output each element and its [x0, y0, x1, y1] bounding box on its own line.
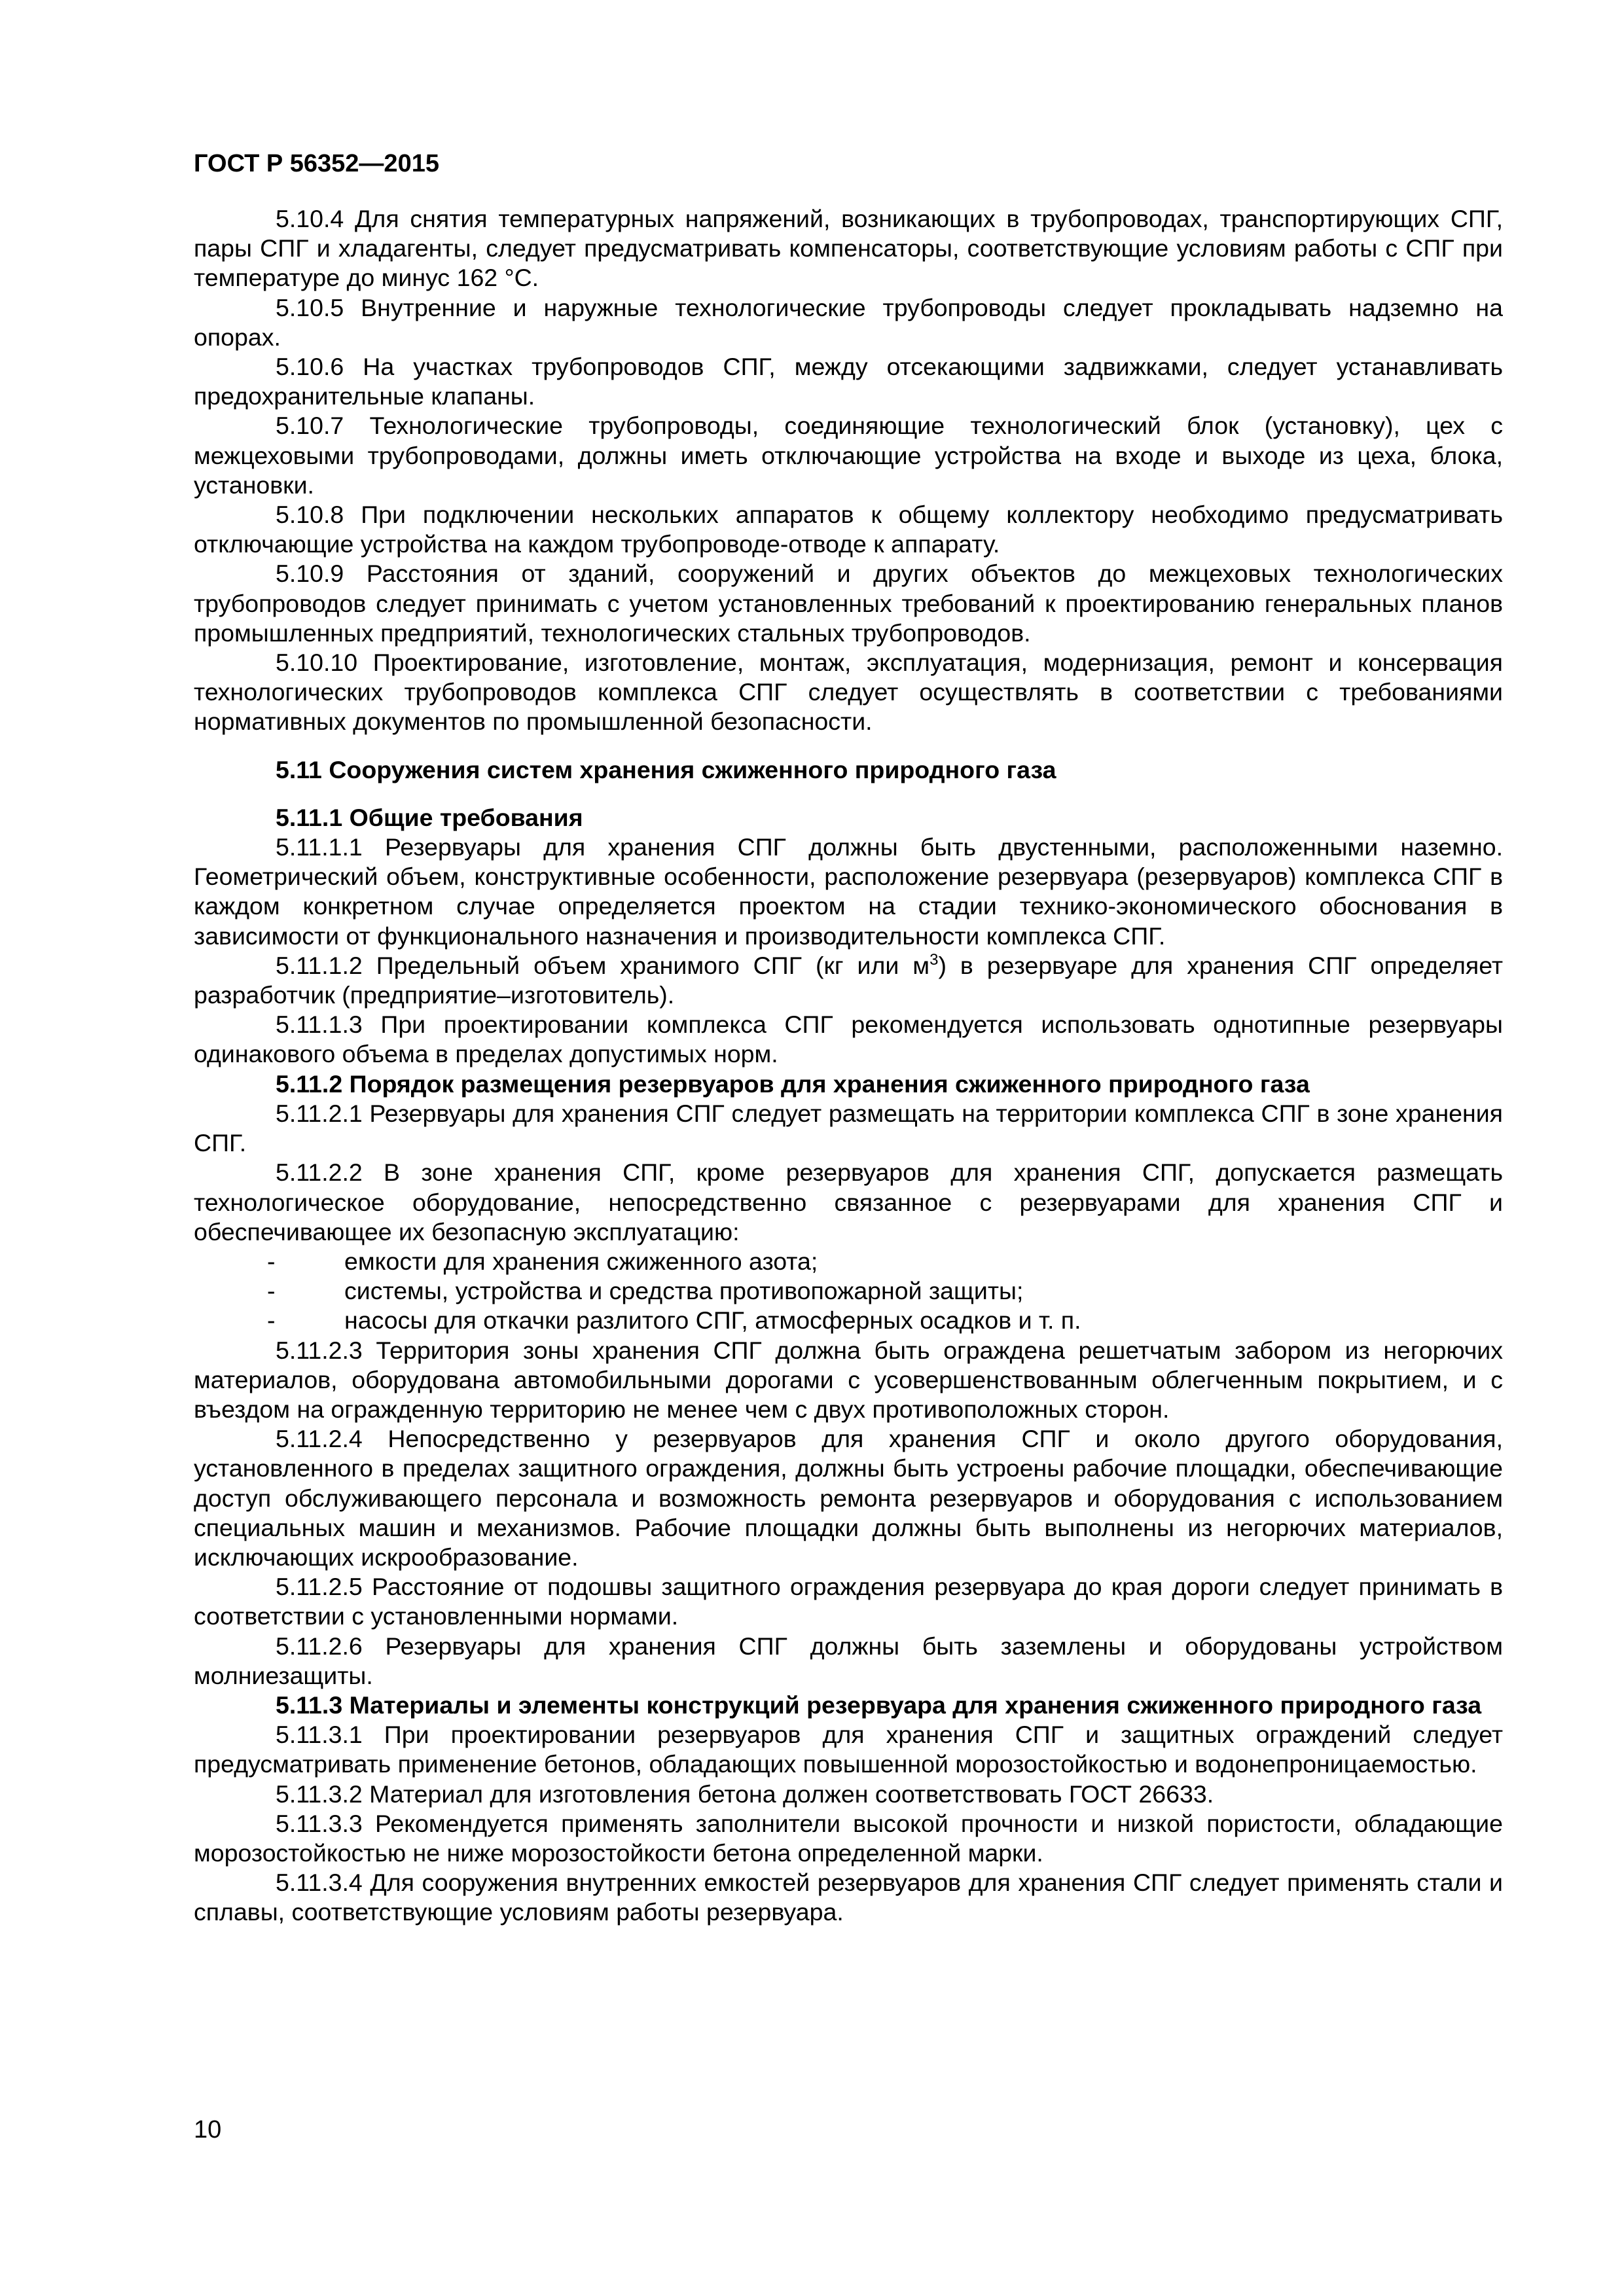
subsection-5-11-1-heading: 5.11.1 Общие требования [276, 803, 583, 831]
list-item-text: системы, устройства и средства противопожарной защиты; [344, 1277, 1024, 1305]
clause-5-10-8: 5.10.8 При подключении нескольких аппаратов к общему коллектору необходимо предусматривать отключающие устройства на каждом трубопроводе-отводе к аппарату. [194, 501, 1503, 558]
list-dash: - [267, 1306, 276, 1335]
section-5-11-heading: 5.11 Сооружения систем хранения сжиженного природного газа [276, 755, 1056, 783]
clause-5-11-2-6: 5.11.2.6 Резервуары для хранения СПГ должны быть заземлены и оборудованы устройством молниезащиты. [194, 1632, 1503, 1689]
clause-5-11-1-2 [194, 951, 1503, 1010]
subsection-5-11-2-heading: 5.11.2 Порядок размещения резервуаров для хранения сжиженного природного газа [276, 1069, 1310, 1098]
list-item [194, 1276, 1503, 1306]
clause-5-11-1-3: 5.11.1.3 При проектировании комплекса СПГ рекомендуется использовать однотипные резервуары одинакового объема в пределах допустимых норм. [194, 1011, 1503, 1068]
clause-5-11-3-4: 5.11.3.4 Для сооружения внутренних емкостей резервуаров для хранения СПГ следует применять стали и сплавы, соответствующие условиям работы резервуара. [194, 1869, 1503, 1926]
clause-5-11-3-1: 5.11.3.1 При проектировании резервуаров для хранения СПГ и защитных ограждений следует предусматривать применение бетонов, обладающих повышенной морозостойкостью и водонепроницаемостью. [194, 1721, 1503, 1778]
list-dash: - [267, 1247, 276, 1275]
document-page [194, 149, 1503, 2211]
clause-5-10-9: 5.10.9 Расстояния от зданий, сооружений и других объектов до межцеховых технологических трубопроводов следует принимать с учетом установленных требований к проектированию генеральных планов промышленных предприятий, технологических стальных трубопроводов. [194, 560, 1503, 647]
clause-5-10-6: 5.10.6 На участках трубопроводов СПГ, между отсекающими задвижками, следует устанавливать предохранительные клапаны. [194, 353, 1503, 410]
clause-5-11-2-5: 5.11.2.5 Расстояние от подошвы защитного ограждения резервуара до края дороги следует принимать в соответствии с установленными нормами. [194, 1573, 1503, 1630]
document-code: ГОСТ Р 56352—2015 [194, 150, 439, 177]
subsection-5-11-3-heading: 5.11.3 Материалы и элементы конструкций резервуара для хранения сжиженного природного газа [276, 1691, 1482, 1719]
clause-5-10-5: 5.10.5 Внутренние и наружные технологические трубопроводы следует прокладывать надземно на опорах. [194, 293, 1503, 351]
list-item-text: насосы для откачки разлитого СПГ, атмосферных осадков и т. п. [344, 1306, 1081, 1335]
superscript-3: 3 [929, 950, 939, 969]
clause-5-11-2-1: 5.11.2.1 Резервуары для хранения СПГ следует размещать на территории комплекса СПГ в зоне хранения СПГ. [194, 1099, 1503, 1157]
clause-5-11-1-2-part-b: ) в резервуаре для хранения СПГ определяет разработчик (предприятие–изготовитель). [194, 951, 1504, 1009]
list-dash: - [267, 1277, 276, 1305]
clause-5-10-4: 5.10.4 Для снятия температурных напряжений, возникающих в трубопроводах, транспортирующих СПГ, пары СПГ и хладагенты, следует предусматривать компенсаторы, соответствующие условиям работы с СПГ при температуре до минус 162 °С. [194, 205, 1503, 292]
clause-5-11-1-1: 5.11.1.1 Резервуары для хранения СПГ должны быть двустенными, расположенными наземно. Геометрический объем, конструктивные особенности, расположение резервуара (резервуаров) комплекса СПГ в каждом конкретном случае определяется проектом на стадии технико-экономического обоснования в зависимости от функционального назначения и производительности комплекса СПГ. [194, 833, 1503, 950]
clause-5-10-7: 5.10.7 Технологические трубопроводы, соединяющие технологический блок (установку), цех с межцеховыми трубопроводами, должны иметь отключающие устройства на входе и выходе из цеха, блока, установки. [194, 412, 1503, 499]
clause-5-10-10: 5.10.10 Проектирование, изготовление, монтаж, эксплуатация, модернизация, ремонт и консервация технологических трубопроводов комплекса СПГ следует осуществлять в соответствии с требованиями нормативных документов по промышленной безопасности. [194, 649, 1503, 736]
clause-5-11-3-2: 5.11.3.2 Материал для изготовления бетона должен соответствовать ГОСТ 26633. [276, 1780, 1214, 1808]
clause-5-11-2-2: 5.11.2.2 В зоне хранения СПГ, кроме резервуаров для хранения СПГ, допускается размещать технологическое оборудование, непосредственно связанное с резервуарами для хранения СПГ и обеспечивающее их безопасную эксплуатацию: [194, 1158, 1503, 1246]
list-item [194, 1306, 1503, 1335]
page-number: 10 [194, 2116, 222, 2144]
clause-5-11-2-3: 5.11.2.3 Территория зоны хранения СПГ должна быть ограждена решетчатым забором из негорючих материалов, оборудована автомобильными дорогами с усовершенствованным облегченным покрытием, и с въездом на огражденную территорию не менее чем с двух противоположных сторон. [194, 1336, 1503, 1423]
clause-5-11-2-4: 5.11.2.4 Непосредственно у резервуаров для хранения СПГ и около другого оборудования, установленного в пределах защитного ограждения, должны быть устроены рабочие площадки, обеспечивающие доступ обслуживающего персонала и возможность ремонта резервуаров и оборудования с использованием специальных машин и механизмов. Рабочие площадки должны быть выполнены из негорючих материалов, исключающих искрообразование. [194, 1425, 1503, 1571]
list-item [194, 1247, 1503, 1276]
list-item-text: емкости для хранения сжиженного азота; [344, 1247, 818, 1275]
clause-5-11-1-2-part-a: 5.11.1.2 Предельный объем хранимого СПГ (кг или м [276, 951, 930, 979]
clause-5-11-3-3: 5.11.3.3 Рекомендуется применять заполнители высокой прочности и низкой пористости, обладающие морозостойкостью не ниже морозостойкости бетона определенной марки. [194, 1809, 1503, 1867]
